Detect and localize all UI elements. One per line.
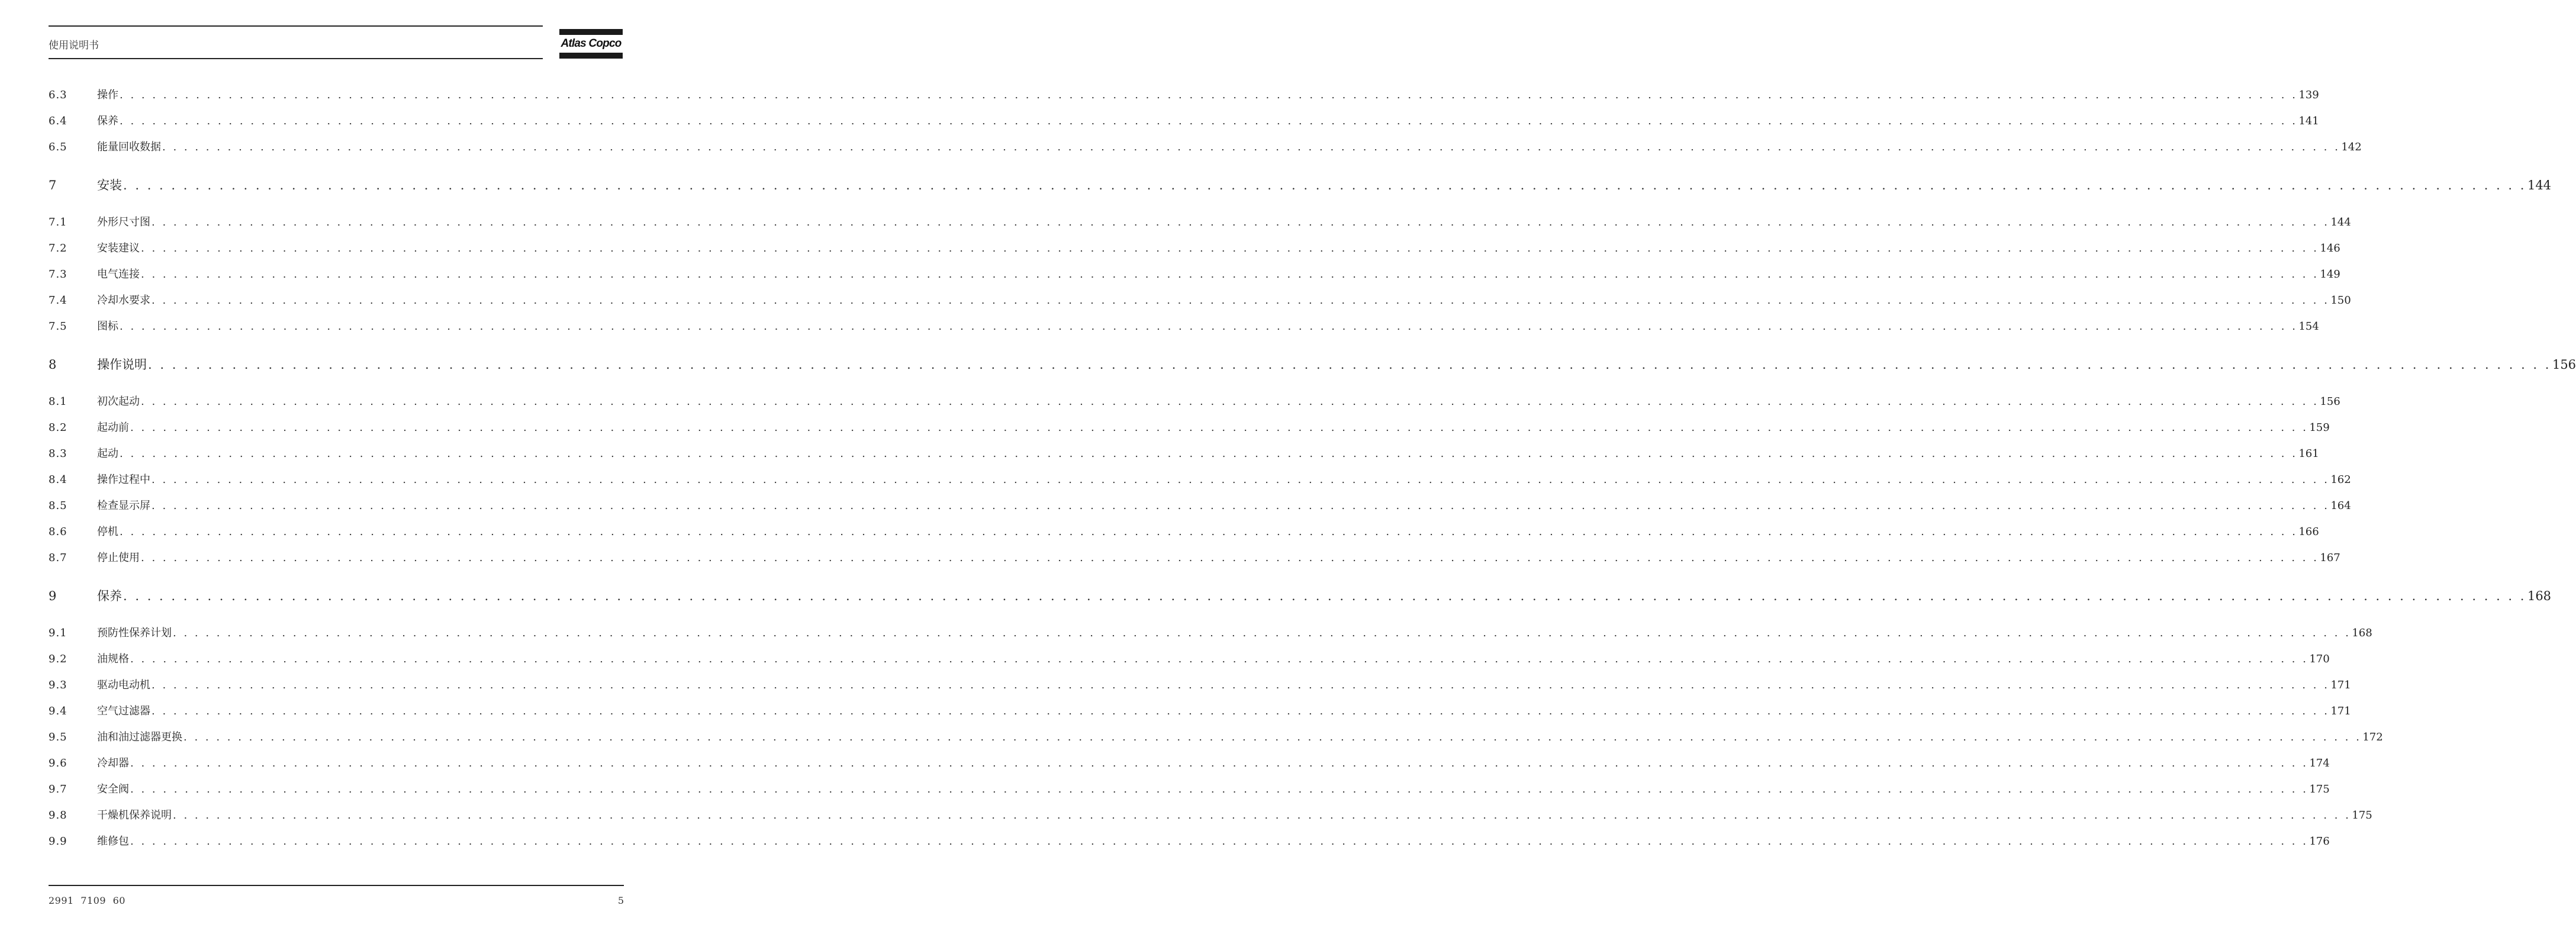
- page-number: 5: [617, 895, 624, 906]
- toc-page-number: 154: [2298, 320, 2319, 333]
- toc-section-title: 操作过程中: [97, 474, 150, 486]
- toc-dot-leader: . . . . . . . . . . . . . . . . . . . . . . . . . . . . . . . . . . . . . . . . . . . . . . . . . . . . . . . . . . . . . . . . . . . . . . . . . . . . . . . . . . . . . . . . . . . . . . . . . . . . . . . . . . . . . . . . . . . . . . . . . . . . . . . . . . . . . . . . . . . . . . . . . . . . . . . . . . . . . . . . . . . . . . . . . . . . . . . . . . . . . . . . . . . . . . . . . . . . . . . .: [152, 500, 2330, 512]
- toc-page-number: 156: [2552, 357, 2576, 372]
- toc-page-number: 144: [2330, 216, 2351, 228]
- toc-entry[interactable]: [49, 214, 2351, 233]
- toc-entry[interactable]: [49, 755, 2330, 774]
- toc-section-title: 油和油过滤器更换: [97, 731, 182, 743]
- toc-dot-leader: . . . . . . . . . . . . . . . . . . . . . . . . . . . . . . . . . . . . . . . . . . . . . . . . . . . . . . . . . . . . . . . . . . . . . . . . . . . . . . . . . . . . . . . . . . . . . . . . . . . . . . . . . . . . . . . . . . . . . . . . . . . . . . . . . . . . . . . . . . . . . . . . . . . . . . . . . . . . . . . . . . . . . . . . . . . . . . . . . . . . . . . . . . . . . . . . . . . . . . . .: [130, 783, 2308, 795]
- toc-dot-leader: . . . . . . . . . . . . . . . . . . . . . . . . . . . . . . . . . . . . . . . . . . . . . . . . . . . . . . . . . . . . . . . . . . . . . . . . . . . . . . . . . . . . . . . . . . . . . . . . . . . . . . . . . . . . . . . . . . . . . . . . . . . . . . . . . . . . . . . . . . . . . . . . . . . . . . . . . . . . . . . . . . . . . . . . . . . . . . . . . . . . . . . . . . . . . . . . . . . . . . . .: [120, 115, 2298, 127]
- toc-section-title: 冷却器: [97, 757, 129, 769]
- toc-entry[interactable]: [49, 355, 2576, 374]
- toc-dot-leader: . . . . . . . . . . . . . . . . . . . . . . . . . . . . . . . . . . . . . . . . . . . . . . . . . . . . . . . . . . . . . . . . . . . . . . . . . . . . . . . . . . . . . . . . . . . . . . . . . . . . . . . . . . . . . . . . . . . . . . . . . . . . . . . . . . . . . . . . . . . . . . . . . . . . . . . . . . . . . . . . . . . . . . . . . . . . . . . . . . . . . . . . . . . . . . . . . . . . . . . .: [173, 809, 2351, 822]
- toc-entry[interactable]: [49, 419, 2330, 438]
- toc-section-title: 安装建议: [97, 242, 140, 255]
- toc-section-title: 干燥机保养说明: [97, 809, 172, 822]
- toc-section-number: 9.6: [49, 757, 67, 769]
- toc-page-number: 168: [2527, 589, 2552, 603]
- toc-entry[interactable]: [49, 176, 2552, 195]
- toc-section-title: 预防性保养计划: [97, 627, 172, 639]
- toc-entry[interactable]: [49, 703, 2351, 721]
- toc-page-number: 150: [2330, 294, 2351, 307]
- toc-section-number: 9: [49, 589, 57, 603]
- document-code: 2991 7109 60: [49, 895, 125, 906]
- toc-dot-leader: . . . . . . . . . . . . . . . . . . . . . . . . . . . . . . . . . . . . . . . . . . . . . . . . . . . . . . . . . . . . . . . . . . . . . . . . . . . . . . . . . . . . . . . . . . . . . . . . . . . . . . . . . . . . . . . . . . . . . . . . . . . . . . . . . . . . . . . . . . . . . . . . . . . . . . . . . . . . . . . . . . . . . . . . . . . . . . . . . . . . . . . . . . . . . . . . . . . . . . . .: [130, 421, 2308, 434]
- toc-dot-leader: . . . . . . . . . . . . . . . . . . . . . . . . . . . . . . . . . . . . . . . . . . . . . . . . . . . . . . . . . . . . . . . . . . . . . . . . . . . . . . . . . . . . . . . . . . . . . . . . . . . . . . . . . . . . . . . . . . . . . . . . . . . . . . . . . . . . . . . . . . . . . . . . . . . . . . . . . . . . . . . . . . . . . . . . . . . . . . . . . . . . . . . . . . . . . . . . . . . . . . . .: [130, 835, 2308, 848]
- toc-dot-leader: . . . . . . . . . . . . . . . . . . . . . . . . . . . . . . . . . . . . . . . . . . . . . . . . . . . . . . . . . . . . . . . . . . . . . . . . . . . . . . . . . . . . . . . . . . . . . . . . . . . . . . . . . . . . . . . . . . . . . . . . . . . . . . . . . . . . . . . . . . . . . . . . . . . . . . . . . . . . . . . . . . . . . . . . . . . . . . . . . . . . . . . . . . . . . . . . . . . . . . . .: [141, 395, 2319, 408]
- toc-page-number: 170: [2309, 653, 2330, 665]
- toc-dot-leader: . . . . . . . . . . . . . . . . . . . . . . . . . . . . . . . . . . . . . . . . . . . . . . . . . . . . . . . . . . . . . . . . . . . . . . . . . . . . . . . . . . . . . . . . . . . . . . . . . . . . . . . . . . . . . . . . . . . . . . . . . . . . . . . . . . . . . . . . . . . . . . . . . . . . . . . . . . . . . . . . . . . . . . . . . . . . . . . . . . . . . . . . . . . . . . . . . . . . . . . .: [141, 268, 2319, 281]
- toc-dot-leader: . . . . . . . . . . . . . . . . . . . . . . . . . . . . . . . . . . . . . . . . . . . . . . . . . . . . . . . . . . . . . . . . . . . . . . . . . . . . . . . . . . . . . . . . . . . . . . . . . . . . . . . . . . . . . . . . . . . . . . . . . . . . . . . . . . . . . . . . . . . . . . . . . . . . . . . . . . . . . . . . . . . . . . . . . . . . . . . . . . . . . . . . . . . . . . . . . . . . . . . .: [130, 653, 2308, 665]
- toc-dot-leader: . . . . . . . . . . . . . . . . . . . . . . . . . . . . . . . . . . . . . . . . . . . . . . . . . . . . . . . . . . . . . . . . . . . . . . . . . . . . . . . . . . . . . . . . . . . . . . . . . . . . . . . . . . . . . . . . . . . . . . . . . . . . . . . . . . . . . . . . . . . . . . . . . . . . . . . . . . . . . . . . . . . . . . . . . . . . . . . . . . . . . . . . . . . . . . . . . . . . . . . .: [152, 679, 2330, 691]
- toc-entry[interactable]: [49, 781, 2330, 800]
- toc-dot-leader: . . . . . . . . . . . . . . . . . . . . . . . . . . . . . . . . . . . . . . . . . . . . . . . . . . . . . . . . . . . . . . . . . . . . . . . . . . . . . . . . . . . . . . . . . . . . . . . . . . . . . . . . . . . . . . . . . . . . . . . . . . . . . . . . . . . . . . . . . . . . . . . . . . . . . . . . . . . . . . . . . . . . . . . . . . . . . . . . . . . . . . . . . . . . . . . . . . . . . . . .: [152, 705, 2330, 717]
- toc-section-number: 6.3: [49, 89, 67, 101]
- toc-entry[interactable]: [49, 677, 2351, 695]
- toc-page-number: 167: [2320, 552, 2340, 564]
- toc-page-number: 162: [2330, 474, 2351, 486]
- toc-entry[interactable]: [49, 86, 2319, 105]
- toc-section-title: 电气连接: [97, 268, 140, 281]
- toc-section-number: 9.8: [49, 809, 67, 822]
- toc-section-title: 停止使用: [97, 552, 140, 564]
- toc-section-title: 外形尺寸图: [97, 216, 150, 228]
- toc-entry[interactable]: [49, 549, 2340, 568]
- toc-page-number: 176: [2309, 835, 2330, 848]
- toc-section-title: 保养: [97, 589, 122, 603]
- toc-page-number: 142: [2341, 141, 2362, 153]
- toc-page-number: 175: [2309, 783, 2330, 795]
- toc-section-number: 9.2: [49, 653, 67, 665]
- toc-page-number: 159: [2309, 421, 2330, 434]
- toc-section-title: 初次起动: [97, 395, 140, 408]
- toc-entry[interactable]: [49, 807, 2372, 826]
- toc-page-number: 166: [2298, 526, 2319, 538]
- manual-title: 使用说明书: [49, 40, 99, 51]
- toc-dot-leader: . . . . . . . . . . . . . . . . . . . . . . . . . . . . . . . . . . . . . . . . . . . . . . . . . . . . . . . . . . . . . . . . . . . . . . . . . . . . . . . . . . . . . . . . . . . . . . . . . . . . . . . . . . . . . . . . . . . . . . . . . . . . . . . . . . . . . . . . . . . . . . . . . . . . . . . . . . . . . . . . . . . . . . . . . . . . . . . . . . . . . . . . . . . . . . . . . . . . . . . .: [152, 474, 2330, 486]
- toc-section-number: 9.7: [49, 783, 67, 795]
- toc-page-number: 144: [2527, 178, 2552, 192]
- toc-section-number: 8.3: [49, 447, 67, 460]
- toc-section-title: 油规格: [97, 653, 129, 665]
- toc-section-title: 驱动电动机: [97, 679, 150, 691]
- toc-entry[interactable]: [49, 833, 2330, 852]
- toc-page-number: 168: [2352, 627, 2372, 639]
- toc-entry[interactable]: [49, 729, 2383, 748]
- toc-section-title: 停机: [97, 526, 118, 538]
- toc-section-title: 安装: [97, 178, 122, 192]
- toc-section-number: 9.4: [49, 705, 67, 717]
- toc-dot-leader: . . . . . . . . . . . . . . . . . . . . . . . . . . . . . . . . . . . . . . . . . . . . . . . . . . . . . . . . . . . . . . . . . . . . . . . . . . . . . . . . . . . . . . . . . . . . . . . . . . . . . . . . . . . . . . . . . . . . . . . . . . . . . . . . . . . . . . . . . . . . . . . . . . . . . . . . . . . . . . . . . . . . . . . . . . . . . . . . . . . . . . . . . . . . . . . . . . . . . . . .: [120, 89, 2298, 101]
- toc-dot-leader: . . . . . . . . . . . . . . . . . . . . . . . . . . . . . . . . . . . . . . . . . . . . . . . . . . . . . . . . . . . . . . . . . . . . . . . . . . . . . . . . . . . . . . . . . . . . . . . . . . . . . . . . . . . . . . . . . . . . . . . . . . . . . . . . . . . . . . . . . . . . . . . . . . . . . . . . . . . . . . . . . . . . . . . . . . . . . . . . . . . . . . . . . . . . . . . . . . . . . . . .: [120, 320, 2298, 333]
- toc-section-number: 9.3: [49, 679, 67, 691]
- toc-page-number: 171: [2330, 705, 2351, 717]
- toc-dot-leader: . . . . . . . . . . . . . . . . . . . . . . . . . . . . . . . . . . . . . . . . . . . . . . . . . . . . . . . . . . . . . . . . . . . . . . . . . . . . . . . . . . . . . . . . . . . . . . . . . . . . . . . . . . . . . . . . . . . . . . . . . . . . . . . . . . . . . . . . . . . . . . . . . . . . . . . . . . . . . . . . . . . . . . . . . . . . . . . . . . . . . . . . . . . . . . . . . . . . . . . .: [141, 242, 2319, 255]
- toc-section-number: 8.4: [49, 474, 67, 486]
- toc-section-number: 8.1: [49, 395, 67, 408]
- footer-rule: [49, 885, 624, 886]
- toc-section-number: 8.5: [49, 500, 67, 512]
- toc-section-number: 6.5: [49, 141, 67, 153]
- toc-page-number: 156: [2320, 395, 2340, 408]
- toc-section-title: 维修包: [97, 835, 129, 848]
- toc-section-title: 能量回收数据: [97, 141, 161, 153]
- toc-page-number: 172: [2362, 731, 2383, 743]
- toc-section-title: 操作: [97, 89, 118, 101]
- toc-section-number: 7.2: [49, 242, 67, 255]
- toc-page-number: 164: [2330, 500, 2351, 512]
- toc-dot-leader: . . . . . . . . . . . . . . . . . . . . . . . . . . . . . . . . . . . . . . . . . . . . . . . . . . . . . . . . . . . . . . . . . . . . . . . . . . . . . . . . . . . . . . . . . . . . . . . . . . . . . . . . . . . . . . . . . . . . . . . . . . . . . . . . . . . . . . . . . . . . . . . . . . . . . . . . . . . . . . . . . . . . . . . . . . . . . . . . . . . . . . . . . . . . . . . . . . . . . . . .: [152, 294, 2330, 307]
- toc-page-number: 175: [2352, 809, 2372, 822]
- toc-page-number: 149: [2320, 268, 2340, 281]
- toc-section-number: 8: [49, 357, 57, 372]
- toc-entry[interactable]: [49, 292, 2351, 311]
- toc-section-number: 8.6: [49, 526, 67, 538]
- toc-section-number: 8.2: [49, 421, 67, 434]
- toc-section-number: 7: [49, 178, 57, 192]
- toc-section-number: 8.7: [49, 552, 67, 564]
- toc-entry[interactable]: [49, 266, 2340, 285]
- toc-page-number: 171: [2330, 679, 2351, 691]
- toc-entry[interactable]: [49, 497, 2351, 516]
- toc-section-title: 图标: [97, 320, 118, 333]
- toc-entry[interactable]: [49, 318, 2319, 337]
- toc-entry[interactable]: [49, 138, 2362, 157]
- toc-dot-leader: . . . . . . . . . . . . . . . . . . . . . . . . . . . . . . . . . . . . . . . . . . . . . . . . . . . . . . . . . . . . . . . . . . . . . . . . . . . . . . . . . . . . . . . . . . . . . . . . . . . . . . . . . . . . . . . . . . . . . . . . . . . . . . . . . . . . . . . . . . . . . . . . . . . . . . . . . . . . . . . . . . . . . . . . . . . . . . . . . . . . . . . . . . . . . . . . . . . . . . . .: [173, 627, 2351, 639]
- toc-section-title: 安全阀: [97, 783, 129, 795]
- toc-section-number: 7.4: [49, 294, 67, 307]
- toc-dot-leader: . . . . . . . . . . . . . . . . . . . . . . . . . . . . . . . . . . . . . . . . . . . . . . . . . . . . . . . . . . . . . . . . . . . . . . . . . . . . . . . . . . . . . . . . . . . . . . . . . . . . . . . . . . . . . . . . . . . . . . . . . . . . . . . . . . . . . . . . . . . . . . . . . . . . . . . . . . . . . . . . . . . . . . . . . . . . . . . . . . . . . . . . . . . . . . . . . . . . . . . .: [162, 141, 2340, 153]
- toc-dot-leader: . . . . . . . . . . . . . . . . . . . . . . . . . . . . . . . . . . . . . . . . . . . . . . . . . . . . . . . . . . . . . . . . . . . . . . . . . . . . . . . . . . . . . . . . . . . . . . . . . . . . . . . . . . . . . . . . . . . . . . . . . . . . . . . . . . . . . . . . . . . . . . . . . . . . . . . . . . . . . . . . . . . . . . . . . . . . . . . . . . . . . . . . . . . . . . . . . . . . . . . .: [152, 216, 2330, 228]
- toc-section-number: 6.4: [49, 115, 67, 127]
- toc-section-title: 空气过滤器: [97, 705, 150, 717]
- toc-dot-leader: . . . . . . . . . . . . . . . . . . . . . . . . . . . . . . . . . . . . . . . . . . . . . . . . . . . . . . . . . . . . . . . . . . . . . . . . . . . . . . . . . . . . . . . . . . . . . . . . . . . . . . . . . . . . . . . . . . . . . . . . . . . . . . . . . . . . . . . . . . . . . . . . . . . . . . . . . . . . . . . . . . . . . . . . . . . . . . . . . . . . . . . . . . . . . . . . . . . . . . . .: [120, 526, 2298, 538]
- toc-entry[interactable]: [49, 393, 2340, 412]
- toc-dot-leader: . . . . . . . . . . . . . . . . . . . . . . . . . . . . . . . . . . . . . . . . . . . . . . . . . . . . . . . . . . . . . . . . . . . . . . . . . . . . . . . . . . . . . . . . . . . . . . . . . . . . . . . . . . . . . . . . . . . . . . . . . . . . . . . . . . . . . . . . . . . . . . . . . . . . . . . . . . . . . . . . . . . . . . . . . . . . . . . . . . . . . . . . . . . . . . . . . . . . . . . .: [148, 357, 2551, 372]
- toc-entry[interactable]: [49, 523, 2319, 542]
- toc-entry[interactable]: [49, 624, 2372, 643]
- toc-dot-leader: . . . . . . . . . . . . . . . . . . . . . . . . . . . . . . . . . . . . . . . . . . . . . . . . . . . . . . . . . . . . . . . . . . . . . . . . . . . . . . . . . . . . . . . . . . . . . . . . . . . . . . . . . . . . . . . . . . . . . . . . . . . . . . . . . . . . . . . . . . . . . . . . . . . . . . . . . . . . . . . . . . . . . . . . . . . . . . . . . . . . . . . . . . . . . . . . . . . . . . . .: [130, 757, 2308, 769]
- toc-dot-leader: . . . . . . . . . . . . . . . . . . . . . . . . . . . . . . . . . . . . . . . . . . . . . . . . . . . . . . . . . . . . . . . . . . . . . . . . . . . . . . . . . . . . . . . . . . . . . . . . . . . . . . . . . . . . . . . . . . . . . . . . . . . . . . . . . . . . . . . . . . . . . . . . . . . . . . . . . . . . . . . . . . . . . . . . . . . . . . . . . . . . . . . . . . . . . . . . . . . . . . . .: [141, 552, 2319, 564]
- toc-section-title: 保养: [97, 115, 118, 127]
- toc-section-number: 9.5: [49, 731, 67, 743]
- toc-dot-leader: . . . . . . . . . . . . . . . . . . . . . . . . . . . . . . . . . . . . . . . . . . . . . . . . . . . . . . . . . . . . . . . . . . . . . . . . . . . . . . . . . . . . . . . . . . . . . . . . . . . . . . . . . . . . . . . . . . . . . . . . . . . . . . . . . . . . . . . . . . . . . . . . . . . . . . . . . . . . . . . . . . . . . . . . . . . . . . . . . . . . . . . . . . . . . . . . . . . . . . . .: [120, 447, 2298, 460]
- toc-entry[interactable]: [49, 471, 2351, 490]
- toc-page-number: 161: [2298, 447, 2319, 460]
- toc-page-number: 141: [2298, 115, 2319, 127]
- toc-section-number: 7.5: [49, 320, 67, 333]
- toc-section-title: 起动前: [97, 421, 129, 434]
- toc-section-number: 9.9: [49, 835, 67, 848]
- toc-page-number: 146: [2320, 242, 2340, 255]
- toc-dot-leader: . . . . . . . . . . . . . . . . . . . . . . . . . . . . . . . . . . . . . . . . . . . . . . . . . . . . . . . . . . . . . . . . . . . . . . . . . . . . . . . . . . . . . . . . . . . . . . . . . . . . . . . . . . . . . . . . . . . . . . . . . . . . . . . . . . . . . . . . . . . . . . . . . . . . . . . . . . . . . . . . . . . . . . . . . . . . . . . . . . . . . . . . . . . . . . . . . . . . . . . .: [123, 589, 2526, 603]
- toc-section-title: 冷却水要求: [97, 294, 150, 307]
- toc-entry[interactable]: [49, 650, 2330, 669]
- toc-section-number: 9.1: [49, 627, 67, 639]
- toc-page-number: 174: [2309, 757, 2330, 769]
- toc-entry[interactable]: [49, 112, 2319, 131]
- toc-dot-leader: . . . . . . . . . . . . . . . . . . . . . . . . . . . . . . . . . . . . . . . . . . . . . . . . . . . . . . . . . . . . . . . . . . . . . . . . . . . . . . . . . . . . . . . . . . . . . . . . . . . . . . . . . . . . . . . . . . . . . . . . . . . . . . . . . . . . . . . . . . . . . . . . . . . . . . . . . . . . . . . . . . . . . . . . . . . . . . . . . . . . . . . . . . . . . . . . . . . . . . . .: [183, 731, 2362, 743]
- toc-section-title: 起动: [97, 447, 118, 460]
- toc-section-title: 检查显示屏: [97, 500, 150, 512]
- toc-section-title: 操作说明: [97, 357, 147, 372]
- toc-dot-leader: . . . . . . . . . . . . . . . . . . . . . . . . . . . . . . . . . . . . . . . . . . . . . . . . . . . . . . . . . . . . . . . . . . . . . . . . . . . . . . . . . . . . . . . . . . . . . . . . . . . . . . . . . . . . . . . . . . . . . . . . . . . . . . . . . . . . . . . . . . . . . . . . . . . . . . . . . . . . . . . . . . . . . . . . . . . . . . . . . . . . . . . . . . . . . . . . . . . . . . . .: [123, 178, 2526, 192]
- toc-page-number: 139: [2298, 89, 2319, 101]
- toc-entry[interactable]: [49, 587, 2552, 605]
- toc-entry[interactable]: [49, 240, 2340, 259]
- toc-section-number: 7.1: [49, 216, 67, 228]
- toc-entry[interactable]: [49, 445, 2319, 464]
- logo-wordmark: Atlas Copco: [561, 37, 622, 50]
- toc-section-number: 7.3: [49, 268, 67, 281]
